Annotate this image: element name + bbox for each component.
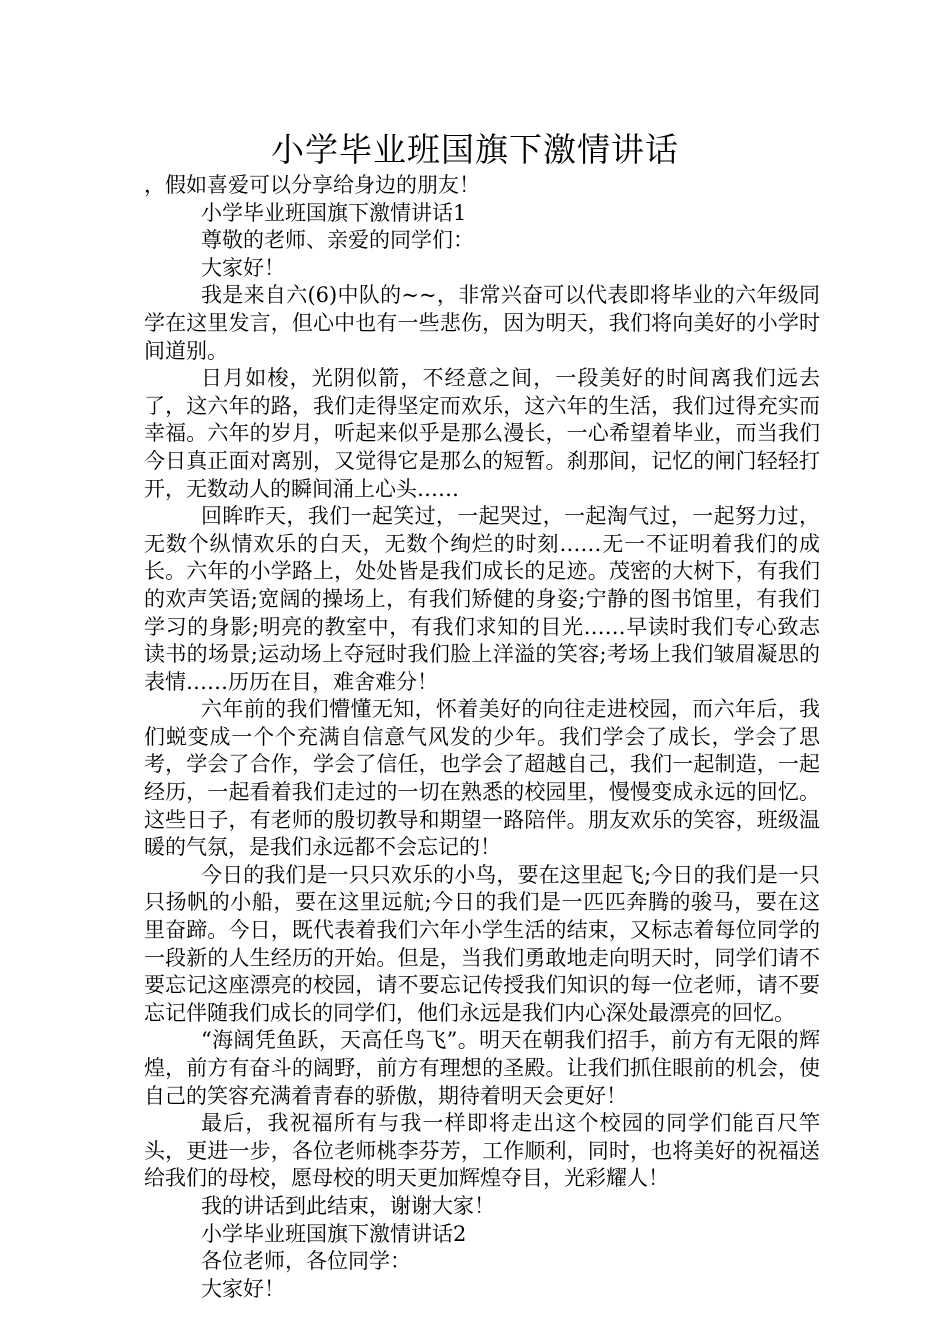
paragraph: 六年前的我们懵懂无知，怀着美好的向往走进校园，而六年后，我们蜕变成一个个充满自信意气风发的少年。我们学会了成长，学会了思考，学会了合作，学会了信任，也学会了超越自己，我们一起制造，一起经历，一起看着我们走过的一切在熟悉的校园里，慢慢变成永远的回忆。这些日子，有老师的殷切教导和期望一路陪伴。朋友欢乐的笑容，班级温暖的气氛，是我们永远都不会忘记的！: [144, 697, 820, 860]
greeting: 大家好！: [201, 255, 285, 280]
closing-line: 我的讲话到此结束，谢谢大家！: [201, 1193, 495, 1218]
section-heading-1: 小学毕业班国旗下激情讲话1: [201, 200, 467, 225]
paragraph: “海阔凭鱼跃，天高任鸟飞”。明天在朝我们招手，前方有无限的辉煌，前方有奋斗的阔野，前方有理想的圣殿。让我们抓住眼前的机会，使自己的笑容充满着青春的骄傲，期待着明天会更好！: [144, 1028, 820, 1108]
paragraph: 我是来自六(6)中队的~~，非常兴奋可以代表即将毕业的六年级同学在这里发言，但心中也有一些悲伤，因为明天，我们将向美好的小学时间道别。: [144, 283, 820, 363]
paragraph: 回眸昨天，我们一起笑过，一起哭过，一起淘气过，一起努力过，无数个纵情欢乐的白天，无数个绚烂的时刻……无一不证明着我们的成长。六年的小学路上，处处皆是我们成长的足迹。茂密的大树下，有我们的欢声笑语;宽阔的操场上，有我们矫健的身姿;宁静的图书馆里，有我们学习的身影;明亮的教室中，有我们求知的目光……早读时我们专心致志读书的场景;运动场上夺冠时我们脸上洋溢的笑容;考场上我们皱眉凝思的表情……历历在目，难舍难分！: [144, 504, 820, 694]
paragraph-intro: ，假如喜爱可以分享给身边的朋友！: [144, 173, 480, 197]
document-title: 小学毕业班国旗下激情讲话: [271, 130, 679, 169]
paragraph: 日月如梭，光阴似箭，不经意之间，一段美好的时间离我们远去了，这六年的路，我们走得坚定而欢乐，这六年的生活，我们过得充实而幸福。六年的岁月，听起来似乎是那么漫长，一心希望着毕业，而当我们今日真正面对离别，又觉得它是那么的短暂。刹那间，记忆的闸门轻轻打开，无数动人的瞬间涌上心头……: [144, 366, 820, 501]
paragraph: 最后，我祝福所有与我一样即将走出这个校园的同学们能百尺竿头，更进一步，各位老师桃李芬芳，工作顺利，同时，也将美好的祝福送给我们的母校，愿母校的明天更加辉煌夺目，光彩耀人！: [144, 1111, 820, 1191]
paragraph: 今日的我们是一只只欢乐的小鸟，要在这里起飞;今日的我们是一只只扬帆的小船，要在这里远航;今日的我们是一匹匹奔腾的骏马，要在这里奋蹄。今日，既代表着我们六年小学生活的结束，又标志着每位同学的一段新的人生经历的开始。但是，当我们勇敢地走向明天时，同学们请不要忘记这座漂亮的校园，请不要忘记传授我们知识的每一位老师，请不要忘记伴随我们成长的同学们，他们永远是我们内心深处最漂亮的回忆。: [144, 862, 820, 1025]
salutation: 尊敬的老师、亲爱的同学们：: [201, 228, 474, 253]
section-heading-2: 小学毕业班国旗下激情讲话2: [201, 1221, 467, 1246]
greeting: 大家好！: [201, 1276, 285, 1301]
document-body: [144, 172, 820, 1303]
salutation: 各位老师，各位同学：: [201, 1249, 411, 1274]
